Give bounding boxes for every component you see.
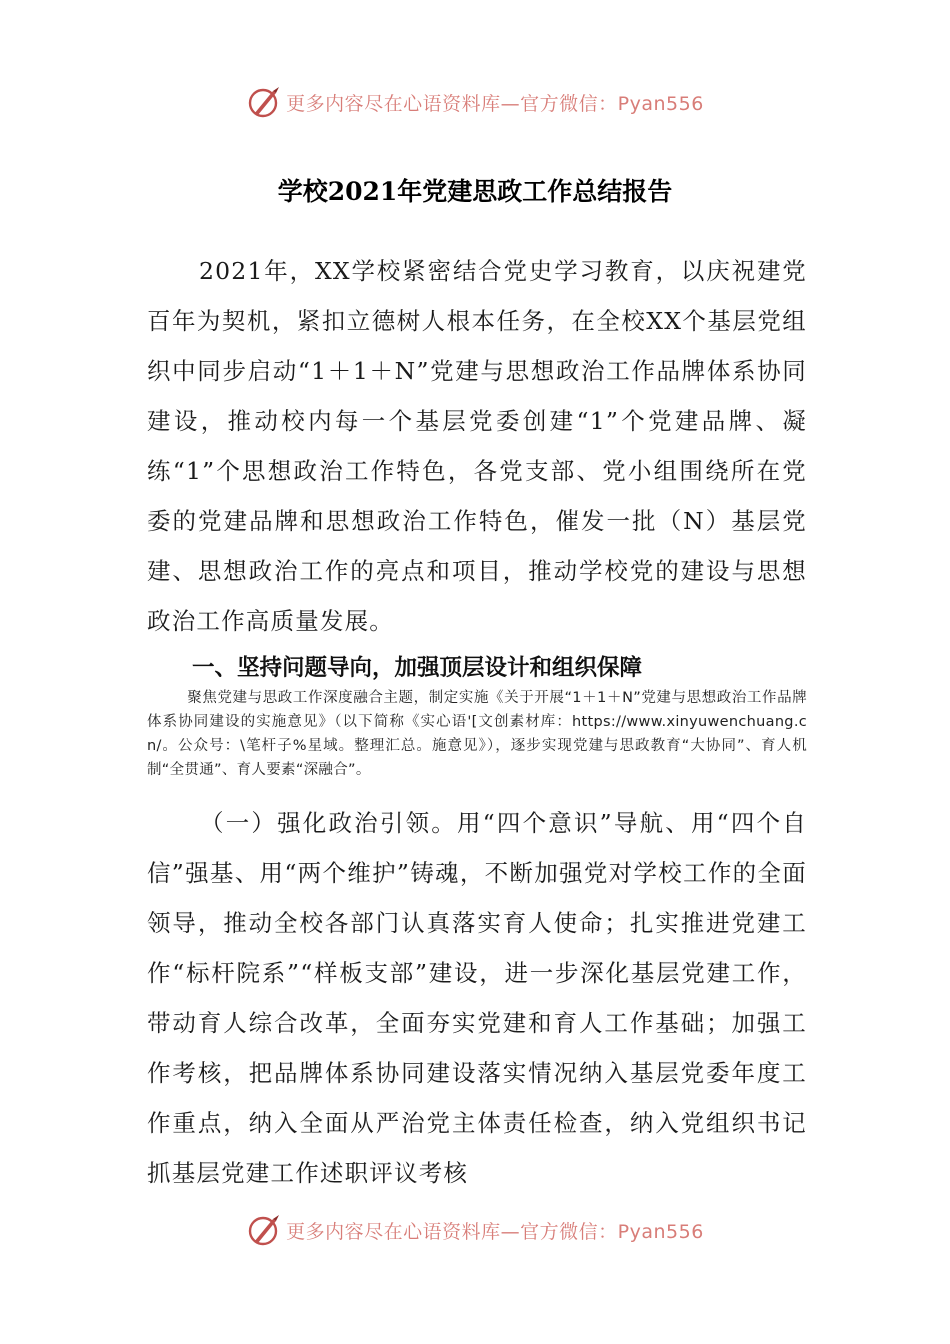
item-one-paragraph bbox=[147, 798, 807, 1198]
quill-pen-logo-icon bbox=[246, 1212, 282, 1248]
intro-paragraph-text: 2021年，XX学校紧密结合党史学习教育，以庆祝建党百年为契机，紧扣立德树人根本任务，在全校XX个基层党组织中同步启动“1＋1＋N”党建与思想政治工作品牌体系协同建设，推动校内每一个基层党委创建“1”个党建品牌、凝练“1”个思想政治工作特色，各党支部、党小组围绕所在党委的党建品牌和思想政治工作特色，催发一批（N）基层党建、思想政治工作的亮点和项目，推动学校党的建设与思想政治工作高质量发展。 bbox=[147, 257, 807, 635]
footer-watermark-banner bbox=[0, 1208, 950, 1252]
item-one-text: （一）强化政治引领。用“四个意识”导航、用“四个自信”强基、用“两个维护”铸魂，不断加强党对学校工作的全面领导，推动全校各部门认真落实育人使命；扎实推进党建工作“标杆院系”“样板支部”建设，进一步深化基层党建工作，带动育人综合改革，全面夯实党建和育人工作基础；加强工作考核，把品牌体系协同建设落实情况纳入基层党委年度工作重点，纳入全面从严治党主体责任检查，纳入党组织书记抓基层党建工作述职评议考核 bbox=[147, 809, 807, 1187]
watermark-text: 更多内容尽在心语资料库—官方微信：Pyan556 bbox=[286, 92, 704, 115]
quill-pen-logo-icon bbox=[246, 84, 282, 120]
watermark-text: 更多内容尽在心语资料库—官方微信：Pyan556 bbox=[286, 1220, 704, 1243]
section-heading: 一、坚持问题导向，加强顶层设计和组织保障 bbox=[192, 655, 643, 681]
header-watermark-banner bbox=[0, 80, 950, 124]
intro-paragraph bbox=[147, 246, 807, 646]
section-summary-paragraph bbox=[147, 686, 807, 782]
document-title: 学校2021年党建思政工作总结报告 bbox=[277, 177, 673, 206]
section-summary-text: 聚焦党建与思政工作深度融合主题，制定实施《关于开展“1＋1＋N”党建与思想政治工作品牌体系协同建设的实施意见》（以下简称《实心语'[文创素材库：https://www.xinyuwenchuang.cn/。公众号：\笔杆子%星域。整理汇总。施意见》），逐步实现党建与思政教育“大协同”、育人机制“全贯通”、育人要素“深融合”。 bbox=[147, 690, 807, 778]
